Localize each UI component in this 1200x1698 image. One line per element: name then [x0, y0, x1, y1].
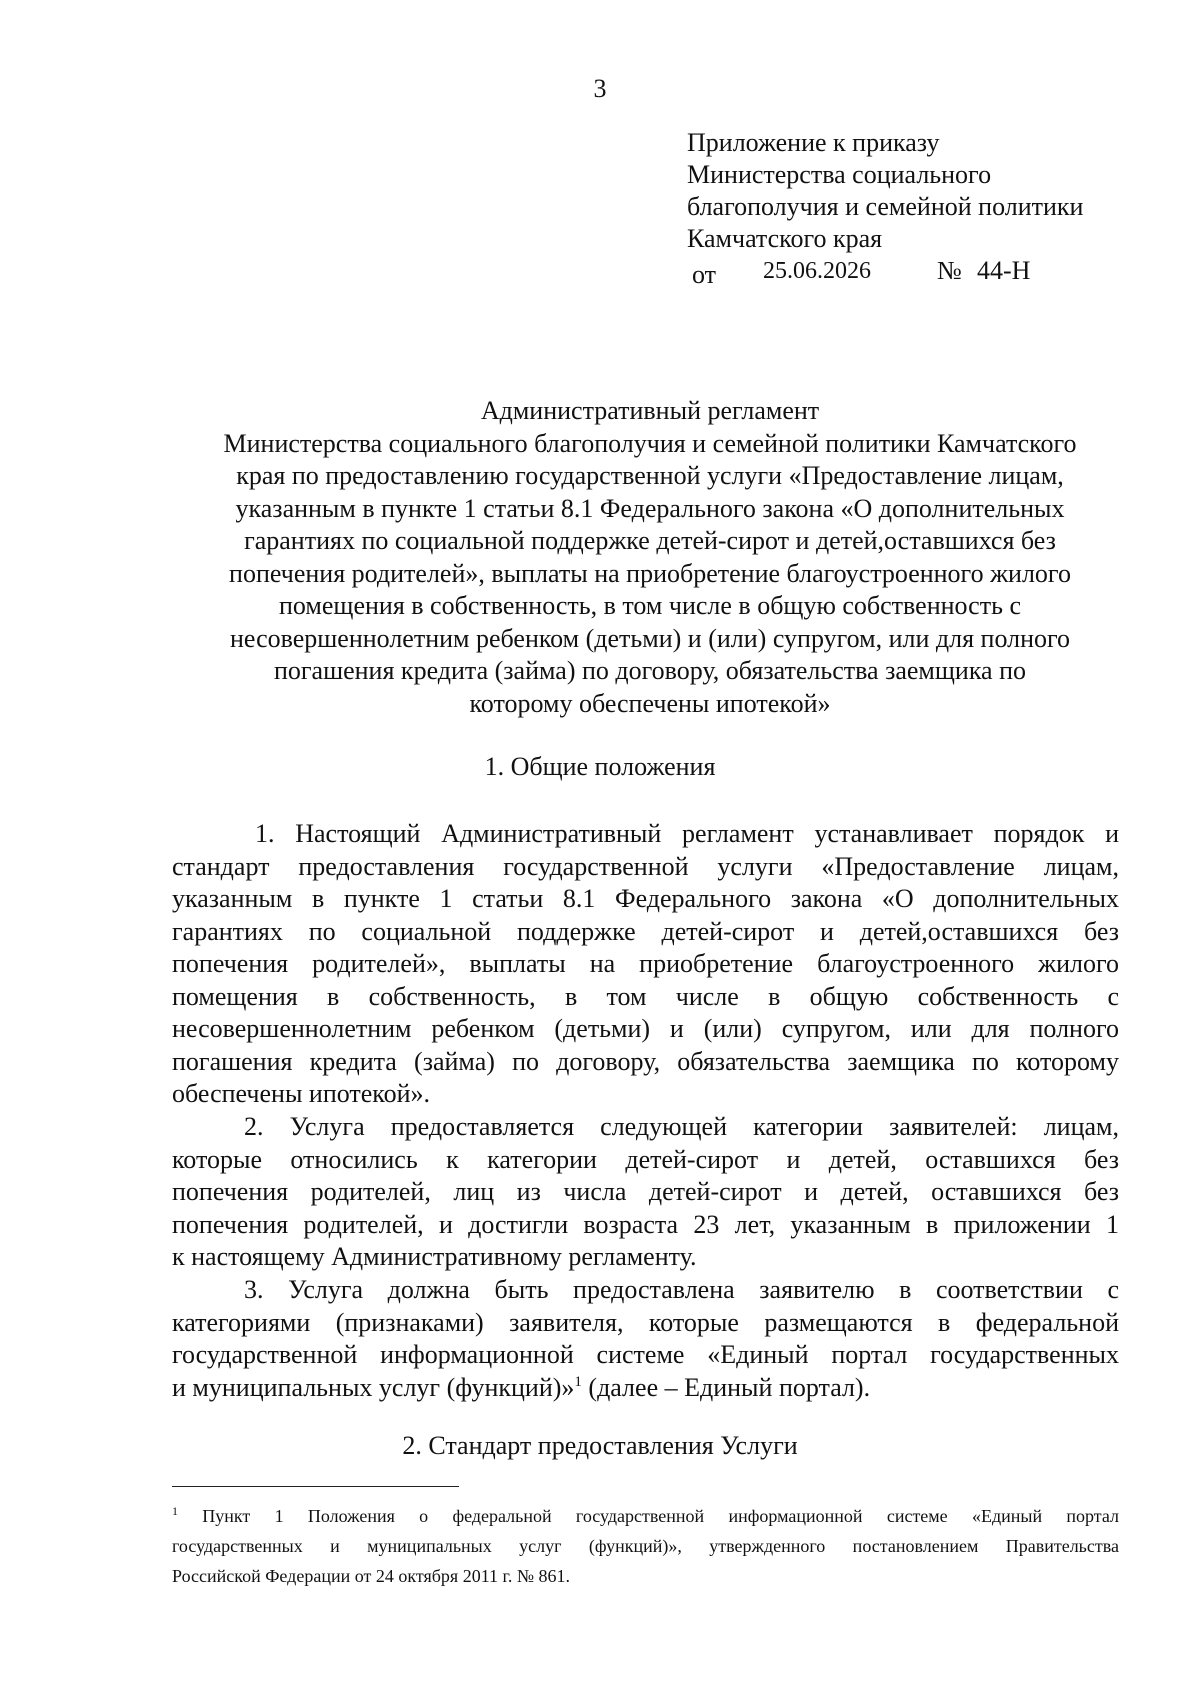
title-line: края по предоставлению государственной услуги «Предоставление лицам, [236, 461, 1064, 490]
approval-line: благополучия и семейной политики [687, 192, 1084, 221]
paragraph-line: обеспечены ипотекой». [172, 1079, 431, 1108]
title-line: гарантиях по социальной поддержке детей-сирот и детей,оставшихся без [244, 526, 1056, 555]
paragraph-line: 1. Настоящий Административный регламент устанавливает порядок и [255, 819, 1119, 848]
title-line: Министерства социального благополучия и семейной политики Камчатского [223, 428, 1077, 458]
footnote-text: Пункт 1 Положения о федеральной государственной информационной системе «Единый портал [178, 1506, 1119, 1526]
footnote-line: Российской Федерации от 24 октября 2011 г. № 861. [172, 1566, 571, 1586]
paragraph-line: попечения родителей», выплаты на приобретение благоустроенного жилого [172, 949, 1119, 978]
paragraph-line: несовершеннолетним ребенком (детьми) и (или) супругом, или для полного [172, 1014, 1119, 1043]
paragraph-line: попечения родителей, лиц из числа детей-сирот и детей, оставшихся без [172, 1177, 1119, 1206]
paragraph-3 [172, 1274, 1119, 1404]
paragraph-line: 3. Услуга должна быть предоставлена заявителю в соответствии с [244, 1275, 1119, 1304]
paragraph-2 [172, 1111, 1119, 1274]
approval-line: Министерства социального [687, 160, 992, 189]
paragraph-line: которые относились к категории детей-сирот и детей, оставшихся без [172, 1144, 1119, 1174]
title-line: попечения родителей», выплаты на приобретение благоустроенного жилого [229, 558, 1071, 588]
paragraph-line: государственной информационной системе «Единый портал государственных [172, 1340, 1119, 1369]
paragraph-line: стандарт предоставления государственной услуги «Предоставление лицам, [172, 851, 1119, 881]
paragraph-line [172, 1372, 1119, 1405]
paragraph-line-text: (далее – Единый портал). [581, 1372, 871, 1402]
order-number: 44-Н [977, 256, 1031, 285]
footnote-mark: 1 [172, 1504, 178, 1518]
title-line: которому обеспечены ипотекой» [469, 688, 831, 718]
section-heading-standard: 2. Стандарт предоставления Услуги [402, 1431, 798, 1460]
paragraph-line: попечения родителей, и достигли возраста 23 лет, указанным в приложении 1 [172, 1209, 1119, 1239]
footnote-separator [172, 1486, 459, 1487]
footnote-line: государственных и муниципальных услуг (функций)», утвержденного постановлением Правительства [172, 1536, 1119, 1556]
approval-block [687, 127, 1187, 289]
title-line: помещения в собственность, в том числе в общую собственность с [279, 591, 1021, 620]
order-number-sign: № [937, 256, 962, 285]
paragraph-line-text: и муниципальных услуг (функций)» [172, 1372, 575, 1402]
document-title [170, 395, 1130, 720]
approval-line: Приложение к приказу [687, 128, 940, 157]
page-number: 3 [593, 74, 607, 103]
section-heading-general: 1. Общие положения [484, 752, 716, 781]
paragraph-line: 2. Услуга предоставляется следующей категории заявителей: лицам, [244, 1112, 1119, 1141]
title-line: Административный регламент [480, 396, 820, 425]
paragraph-line: гарантиях по социальной поддержке детей-сирот и детей,оставшихся без [172, 916, 1119, 946]
paragraph-line: категориями (признаками) заявителя, которые размещаются в федеральной [172, 1307, 1119, 1337]
footnote-line [172, 1501, 1119, 1531]
approval-line: Камчатского края [687, 224, 883, 253]
order-ot-label: от [692, 260, 717, 289]
paragraph-1 [172, 818, 1119, 1111]
paragraph-line: помещения в собственность, в том числе в общую собственность с [172, 981, 1119, 1011]
paragraph-line: указанным в пункте 1 статьи 8.1 Федерального закона «О дополнительных [172, 884, 1119, 913]
order-date: 25.06.2026 [763, 258, 871, 284]
footnote [172, 1501, 1119, 1591]
order-date-number [687, 255, 1187, 289]
footnote-reference[interactable]: 1 [574, 1373, 582, 1390]
paragraph-line: погашения кредита (займа) по договору, обязательства заемщика по которому [172, 1046, 1119, 1076]
title-line: несовершеннолетним ребенком (детьми) и (или) супругом, или для полного [229, 623, 1071, 653]
title-line: указанным в пункте 1 статьи 8.1 Федерального закона «О дополнительных [235, 493, 1065, 523]
paragraph-line: к настоящему Административному регламенту. [172, 1242, 697, 1271]
title-line: погашения кредита (займа) по договору, обязательства заемщика по [273, 656, 1027, 685]
